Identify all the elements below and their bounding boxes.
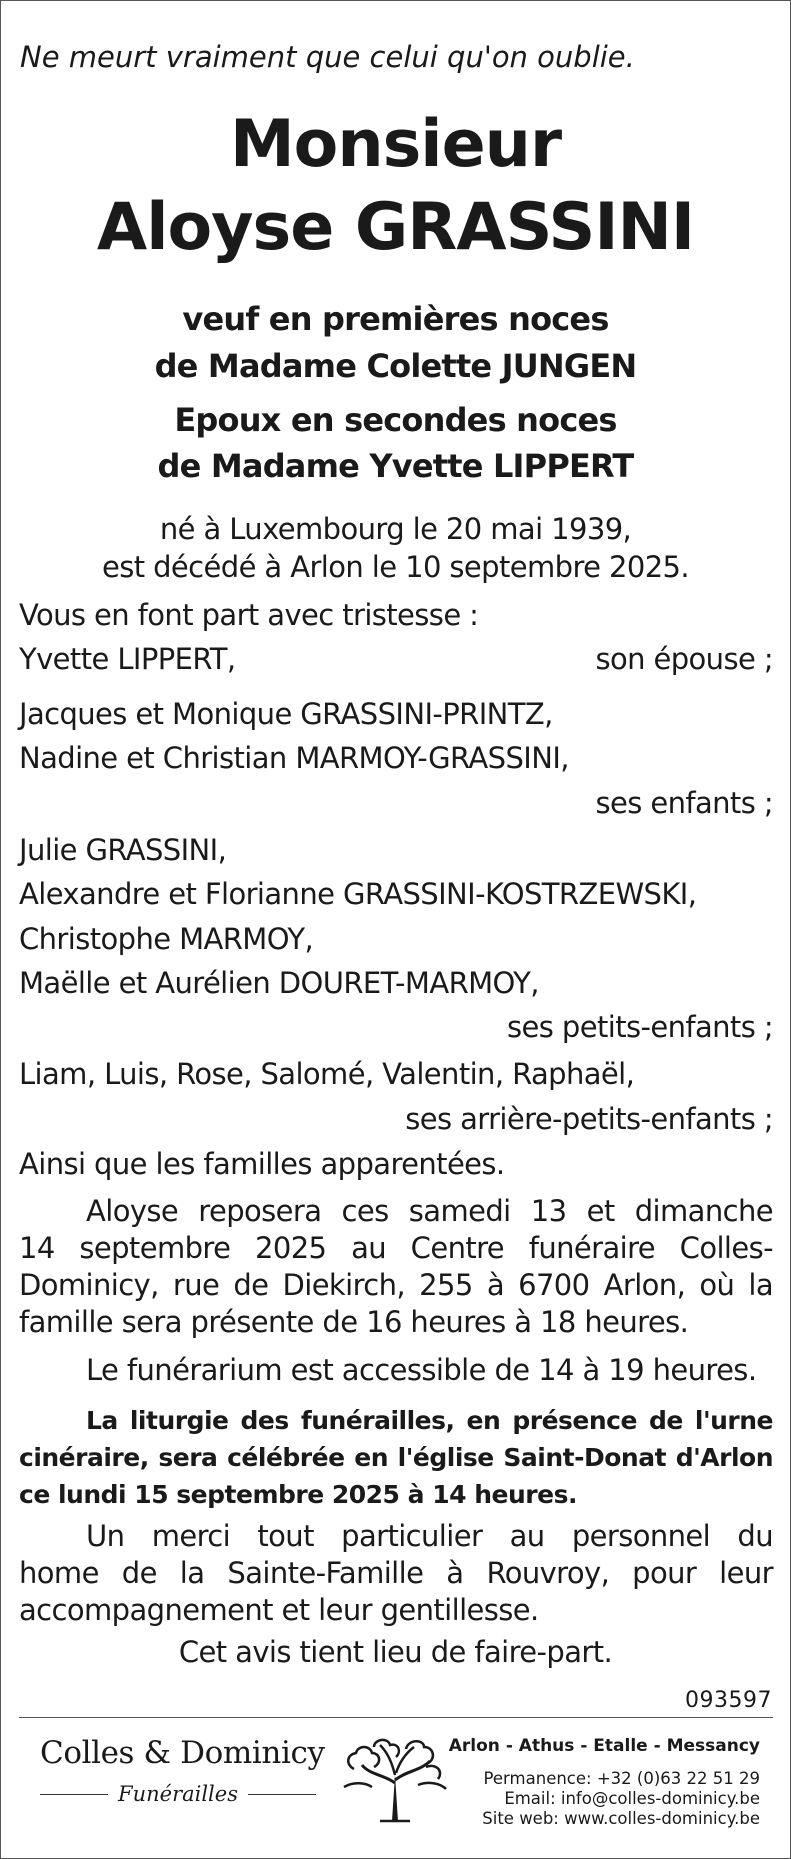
website-link[interactable]: Site web: www.colles-dominicy.be (482, 1809, 760, 1828)
grandchild-2: Alexandre et Florianne GRASSINI-KOSTRZEWSKI, (19, 877, 697, 911)
thanks-line: home de la Sainte-Famille à Rouvroy, pour leur (19, 1556, 773, 1590)
funeral-home-name: Colles & Dominicy (40, 1735, 325, 1771)
visitation-paragraph (19, 1193, 773, 1341)
first-marriage-line2: de Madame Colette JUNGEN (154, 347, 637, 385)
death-info: est décédé à Arlon le 10 septembre 2025. (101, 550, 690, 584)
thanks-line: accompagnement et leur gentillesse. (19, 1593, 539, 1627)
great-grandchildren: Liam, Luis, Rose, Salomé, Valentin, Raphaël, (19, 1057, 635, 1091)
grandchildren-role: ses petits-enfants ; (507, 1010, 773, 1044)
divider (40, 1794, 108, 1795)
child-1: Jacques et Monique GRASSINI-PRINTZ, (19, 697, 553, 731)
ceremony-paragraph (19, 1402, 773, 1513)
email-link[interactable]: Email: info@colles-dominicy.be (504, 1789, 760, 1808)
second-marriage-line1: Epoux en secondes noces (174, 401, 617, 439)
epitaph: Ne meurt vraiment que celui qu'on oublie. (20, 40, 635, 74)
title-monsieur: Monsieur (230, 107, 561, 182)
footer-divider (19, 1717, 773, 1718)
funeral-home-subtitle: Funérailles (118, 1782, 238, 1806)
great-grandchildren-role: ses arrière-petits-enfants ; (405, 1102, 773, 1136)
funeral-home-towns: Arlon - Athus - Etalle - Messancy (448, 1736, 760, 1756)
funerarium-hours: Le funérarium est accessible de 14 à 19 heures. (86, 1353, 757, 1387)
visitation-line: 14 septembre 2025 au Centre funéraire Colles- (19, 1231, 773, 1265)
phone-line: Permanence: +32 (0)63 22 51 29 (483, 1769, 760, 1788)
ceremony-line: cinéraire, sera célébrée en l'église Saint-Donat d'Arlon (19, 1443, 773, 1472)
tree-logo-icon (340, 1735, 450, 1825)
thanks-line: Un merci tout particulier au personnel du (86, 1519, 773, 1553)
grandchild-4: Maëlle et Aurélien DOURET-MARMOY, (19, 966, 539, 1000)
spouse-name: Yvette LIPPERT, (19, 642, 236, 676)
child-2: Nadine et Christian MARMOY-GRASSINI, (19, 741, 569, 775)
first-marriage-line1: veuf en premières noces (182, 300, 609, 338)
divider (248, 1794, 316, 1795)
related-families: Ainsi que les familles apparentées. (19, 1147, 505, 1181)
funeral-home-subtitle-row (40, 1782, 316, 1806)
ceremony-line: ce lundi 15 septembre 2025 à 14 heures. (19, 1480, 577, 1509)
grandchild-1: Julie GRASSINI, (19, 833, 227, 867)
birth-info: né à Luxembourg le 20 mai 1939, (159, 512, 632, 546)
visitation-line: Dominicy, rue de Diekirch, 255 à 6700 Arlon, où la (19, 1268, 773, 1302)
grandchild-3: Christophe MARMOY, (19, 922, 314, 956)
visitation-line: famille sera présente de 16 heures à 18 heures. (19, 1305, 689, 1339)
spouse-role: son épouse ; (595, 642, 773, 676)
ceremony-line: La liturgie des funérailles, en présence de l'urne (86, 1406, 773, 1435)
children-role: ses enfants ; (595, 786, 773, 820)
closing-note: Cet avis tient lieu de faire-part. (178, 1635, 613, 1669)
reference-number: 093597 (685, 1688, 772, 1713)
visitation-line: Aloyse reposera ces samedi 13 et dimanche (86, 1194, 773, 1228)
second-marriage-line2: de Madame Yvette LIPPERT (157, 447, 634, 485)
deceased-name: Aloyse GRASSINI (96, 190, 695, 265)
announcement-intro: Vous en font part avec tristesse : (19, 598, 479, 632)
thanks-paragraph (19, 1518, 773, 1629)
